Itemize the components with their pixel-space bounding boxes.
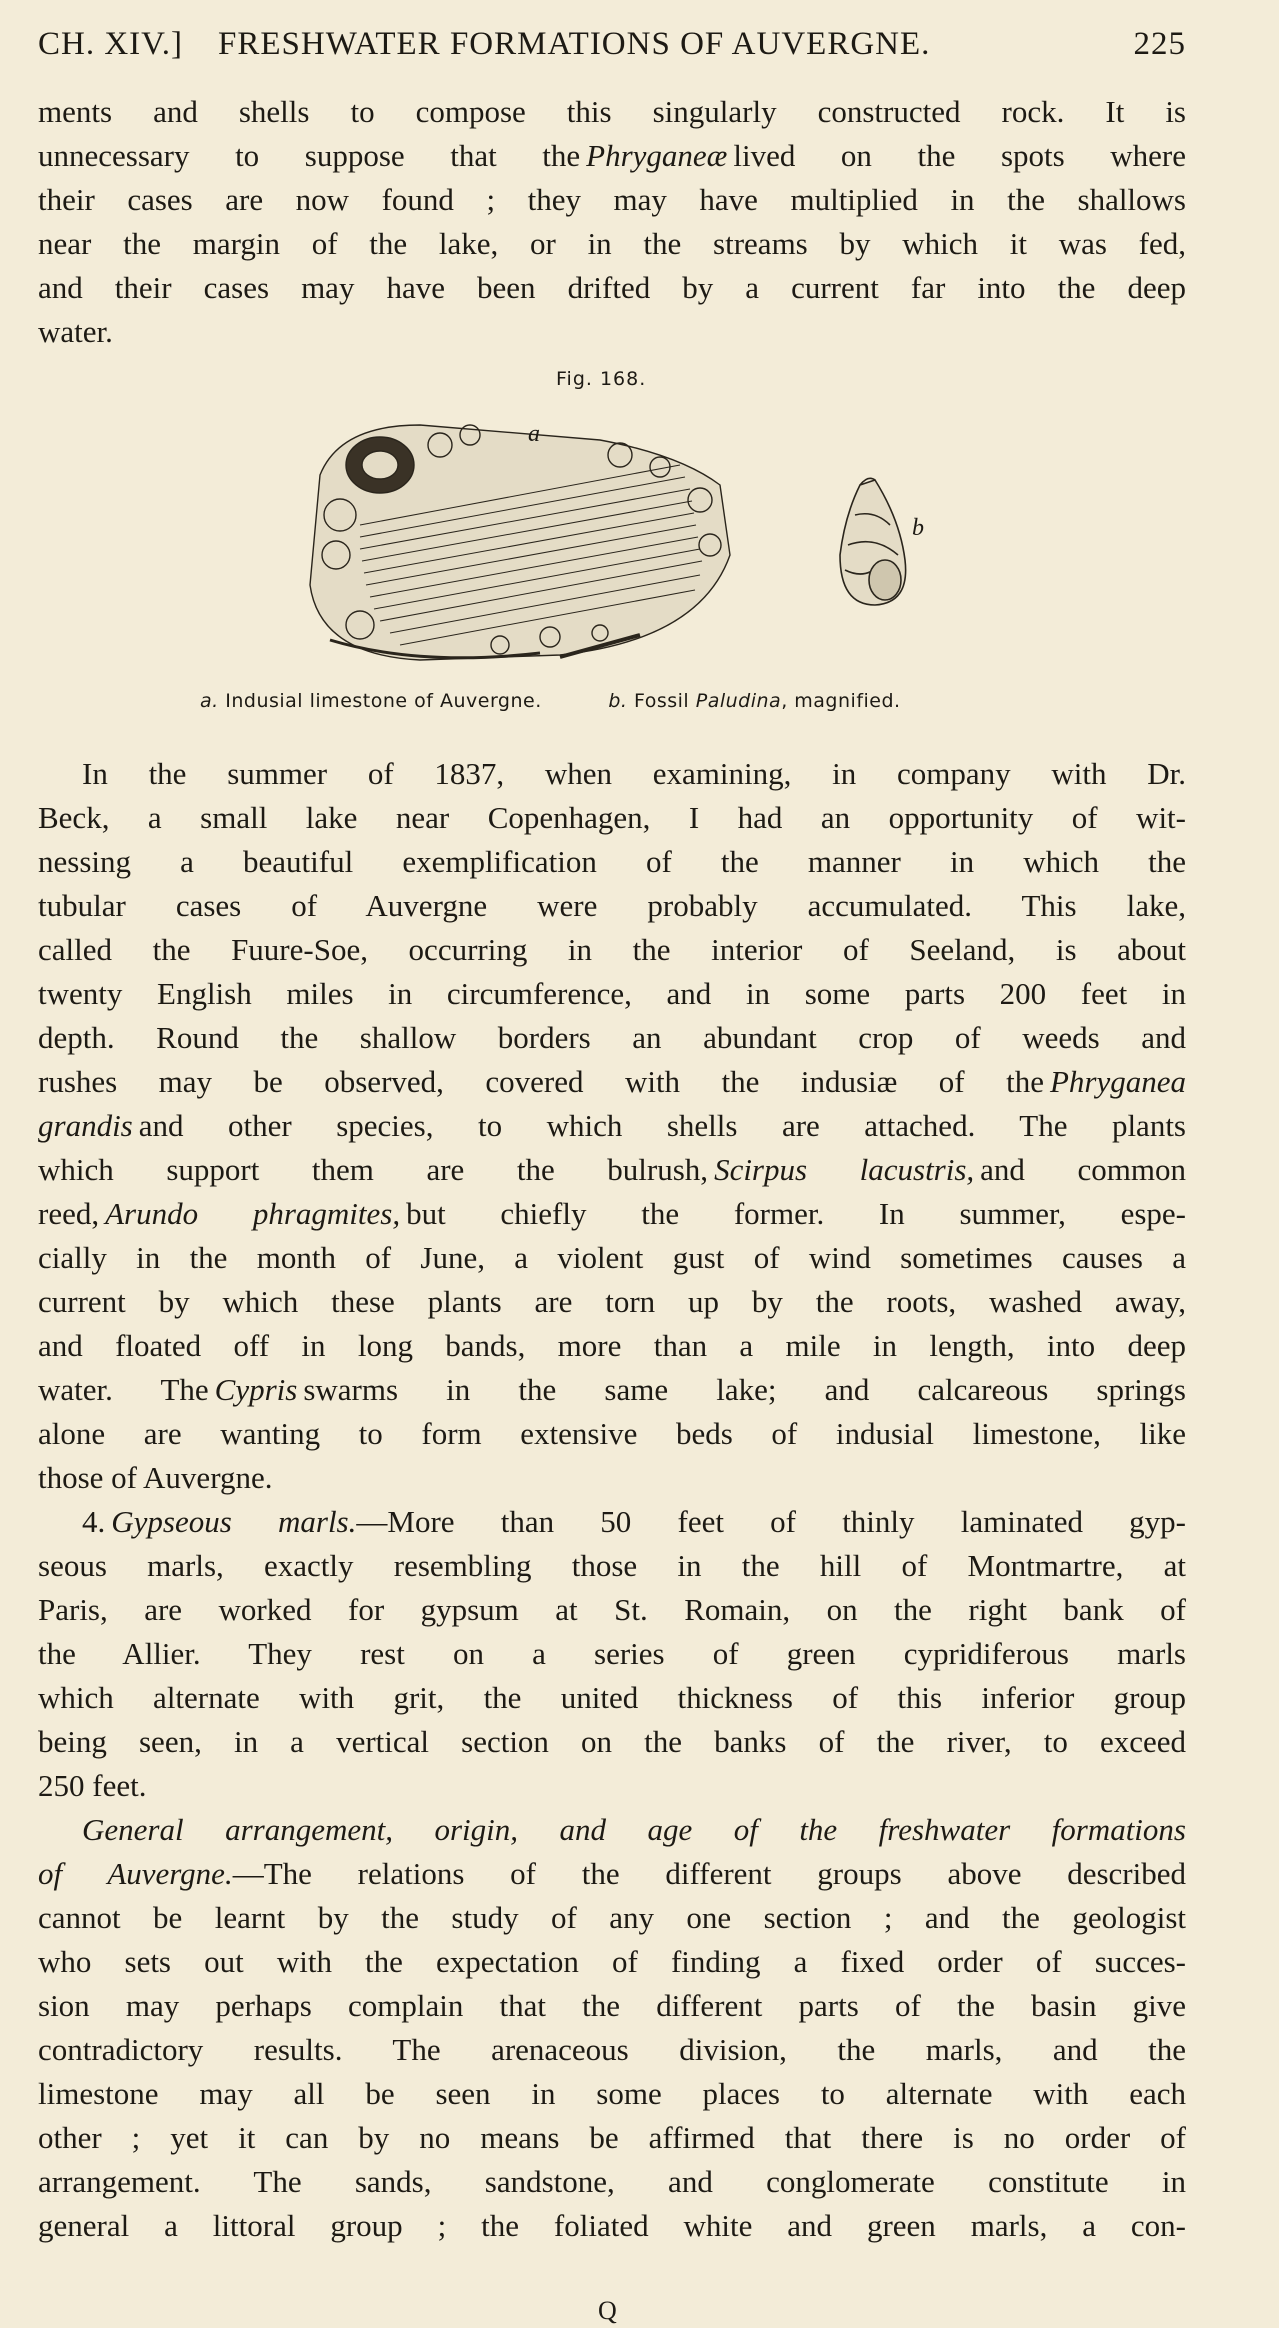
text-line: arrangement. The sands, sandstone, and conglomerate constitute in — [38, 2164, 1186, 2199]
text-line: those of Auvergne. — [38, 1460, 273, 1495]
text-line: their cases are now found ; they may have multiplied in the shallows — [38, 182, 1186, 217]
lake-paragraph — [38, 752, 1186, 1500]
text-line: alone are wanting to form extensive beds of indusial limestone, like — [38, 1416, 1186, 1451]
text-line: grandis and other species, to which shells are attached. The plants — [38, 1108, 1186, 1143]
text-line: tubular cases of Auvergne were probably accumulated. This lake, — [38, 888, 1186, 923]
figure-label-a: a — [528, 421, 540, 447]
text-line: twenty English miles in circumference, and in some parts 200 feet in — [38, 976, 1186, 1011]
text-line: Beck, a small lake near Copenhagen, I had an opportunity of wit- — [38, 800, 1186, 835]
text-line: reed, Arundo phragmites, but chiefly the former. In summer, espe- — [38, 1196, 1186, 1231]
intro-paragraph — [38, 90, 1186, 354]
text-line: contradictory results. The arenaceous division, the marls, and the — [38, 2032, 1186, 2067]
text-line: cannot be learnt by the study of any one section ; and the geologist — [38, 1900, 1186, 1935]
text-line: other ; yet it can by no means be affirmed that there is no order of — [38, 2120, 1186, 2155]
text-line: In the summer of 1837, when examining, in company with Dr. — [82, 756, 1186, 791]
text-line: near the margin of the lake, or in the streams by which it was fed, — [38, 226, 1186, 261]
text-line: ments and shells to compose this singularly constructed rock. It is — [38, 94, 1186, 129]
text-line: General arrangement, origin, and age of the freshwater formations — [82, 1812, 1186, 1847]
figure-caption: a. Indusial limestone of Auvergne. b. Fossil Paludina, magnified. — [200, 690, 901, 712]
text-line: sion may perhaps complain that the different parts of the basin give — [38, 1988, 1186, 2023]
text-line: general a littoral group ; the foliated white and green marls, a con- — [38, 2208, 1186, 2243]
fossil-paludina-drawing — [840, 478, 906, 605]
running-title: FRESHWATER FORMATIONS OF AUVERGNE. — [218, 26, 931, 62]
text-line: limestone may all be seen in some places to alternate with each — [38, 2076, 1186, 2111]
text-line: nessing a beautiful exemplification of the manner in which the — [38, 844, 1186, 879]
general-arrangement-paragraph — [38, 1808, 1186, 2248]
text-line: Paris, are worked for gypsum at St. Romain, on the right bank of — [38, 1592, 1186, 1627]
text-line: 250 feet. — [38, 1768, 147, 1803]
text-line: cially in the month of June, a violent gust of wind sometimes causes a — [38, 1240, 1186, 1275]
text-line: being seen, in a vertical section on the banks of the river, to exceed — [38, 1724, 1186, 1759]
text-line: which alternate with grit, the united thickness of this inferior group — [38, 1680, 1186, 1715]
text-line: 4. Gypseous marls.—More than 50 feet of thinly laminated gyp- — [82, 1504, 1186, 1539]
text-line: current by which these plants are torn up by the roots, washed away, — [38, 1284, 1186, 1319]
text-line: the Allier. They rest on a series of green cypridiferous marls — [38, 1636, 1186, 1671]
text-line: water. — [38, 314, 113, 349]
text-line: which support them are the bulrush, Scirpus lacustris, and common — [38, 1152, 1186, 1187]
text-line: of Auvergne.—The relations of the different groups above described — [38, 1856, 1186, 1891]
text-line: water. The Cypris swarms in the same lake; and calcareous springs — [38, 1372, 1186, 1407]
figure-illustration — [300, 405, 940, 675]
text-line: seous marls, exactly resembling those in the hill of Montmartre, at — [38, 1548, 1186, 1583]
text-line: who sets out with the expectation of finding a fixed order of succes- — [38, 1944, 1186, 1979]
text-line: depth. Round the shallow borders an abundant crop of weeds and — [38, 1020, 1186, 1055]
indusial-limestone-drawing — [310, 425, 730, 660]
figure-label-b: b — [912, 515, 924, 541]
text-line: and their cases may have been drifted by a current far into the deep — [38, 270, 1186, 305]
running-header — [38, 26, 1186, 72]
signature-mark: Q — [598, 2296, 617, 2325]
page-number: 225 — [1133, 26, 1186, 62]
figure-number: Fig. 168. — [556, 368, 647, 390]
chapter-ref: CH. XIV.] — [38, 26, 183, 62]
text-line: called the Fuure-Soe, occurring in the interior of Seeland, is about — [38, 932, 1186, 967]
text-line: and floated off in long bands, more than a mile in length, into deep — [38, 1328, 1186, 1363]
text-line: rushes may be observed, covered with the indusiæ of the Phryganea — [38, 1064, 1186, 1099]
gypseous-marls-paragraph — [38, 1500, 1186, 1808]
text-line: unnecessary to suppose that the Phryganeæ lived on the spots where — [38, 138, 1186, 173]
